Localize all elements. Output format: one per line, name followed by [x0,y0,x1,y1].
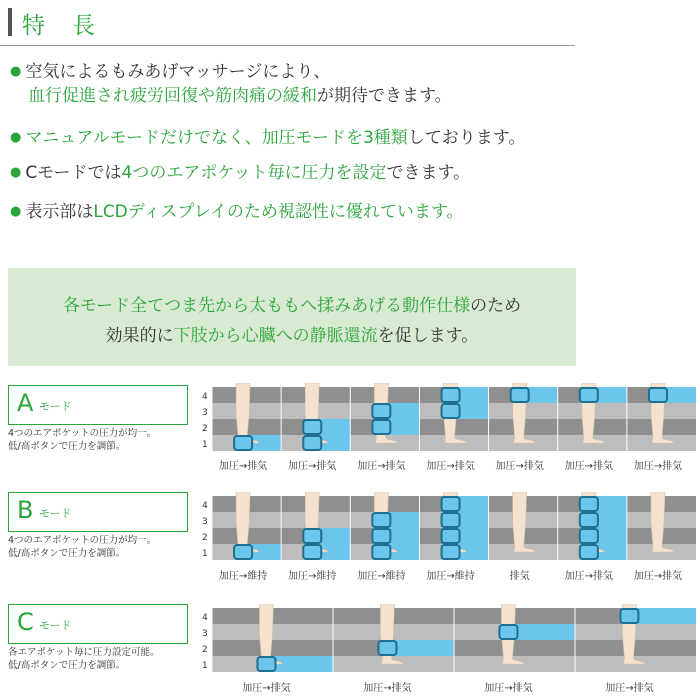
cuff-segment [442,545,460,559]
cuff-segment [580,545,598,559]
highlight-box [8,268,576,366]
header-accent-bar [8,8,12,36]
frame-caption: 加圧→排気 [633,461,683,472]
feature-3-seg-0: Cモードでは [25,163,122,183]
cuff-segment [580,529,598,543]
mode-a-label [8,385,188,425]
feature-1-l2-seg-0: 血行促進され疲労回復や筋肉痛の緩和 [28,86,317,106]
feature-2-seg-2: しております。 [407,128,526,148]
feature-2-seg-0: マニュアルモードだけでなく、 [25,128,262,148]
frame-caption: 加圧→維持 [426,571,475,582]
mode-word: モード [39,619,72,632]
frame-caption: 加圧→維持 [357,571,406,582]
cuff-segment [372,513,390,527]
frame-caption: 加圧→排気 [484,683,533,694]
mode-a-diagram [198,383,696,455]
bullet-icon: ● [10,64,22,79]
frame-caption: 加圧→排気 [495,461,544,472]
feature-item-2 [10,126,525,150]
description-line-1: 4つのエアポケットの圧力が均一。 [8,535,157,546]
mode-c-description [8,646,160,672]
mode-word: モード [39,400,72,413]
description-line-1: 4つのエアポケットの圧力が均一。 [8,428,157,439]
cuff-segment [442,513,460,527]
feature-4-seg-0: 表示部は [25,202,94,222]
mode-letter: B [17,496,34,524]
level-number: 3 [202,517,208,527]
cuff-segment [442,388,460,402]
level-number: 3 [202,408,208,418]
cuff-segment [378,641,396,655]
feature-3-seg-1: 4つのエアポケット毎に圧力を設定 [121,163,387,183]
frame-caption: 加圧→排気 [363,683,412,694]
feature-item-3 [10,161,470,185]
description-line-1: 各エアポケット毎に圧力設定可能。 [8,647,160,658]
frame-caption: 加圧→排気 [218,461,268,472]
cuff-segment [580,388,598,402]
level-number: 2 [202,645,208,655]
cuff-segment [234,545,252,559]
frame-caption: 加圧→排気 [242,683,291,694]
cuff-segment [372,404,390,418]
level-number: 4 [202,501,208,511]
cuff-segment [580,497,598,511]
cuff-segment [372,529,390,543]
frame-caption: 加圧→排気 [564,461,614,472]
cuff-segment [511,388,529,402]
frame-caption: 加圧→排気 [288,461,337,472]
mode-letter: A [17,389,34,417]
diagram-canvas [198,604,696,676]
frame-caption: 加圧→排気 [426,461,475,472]
cuff-segment [303,420,321,434]
cuff-segment [372,420,390,434]
mode-a-description [8,427,156,453]
feature-item-4 [10,200,464,224]
level-number: 1 [202,661,208,671]
level-number: 2 [202,424,208,434]
cuff-segment [499,625,517,639]
frame-caption: 加圧→維持 [218,571,268,582]
cuff-segment [234,436,252,450]
feature-4-seg-1: LCDディスプレイのため視認性に優れています。 [93,202,464,222]
level-number: 1 [202,440,208,450]
mode-c-captions [198,679,696,693]
cuff-segment [372,545,390,559]
diagram-canvas [198,383,696,455]
mode-c-diagram [198,604,696,676]
cuff-segment [620,609,638,623]
mode-letter: C [17,608,34,636]
feature-1-seg-0: 空気によるもみあげマッサージにより、 [25,62,331,82]
highlight-1-seg-1: のため [470,296,522,316]
highlight-line-2 [8,321,576,346]
frame-caption: 加圧→排気 [357,461,406,472]
section-header [0,0,575,46]
mode-b-label [8,492,188,532]
frame-caption: 加圧→排気 [564,571,614,582]
mode-c-label [8,604,188,644]
bullet-icon: ● [10,130,22,145]
mode-b-diagram [198,492,696,564]
description-line-2: 低/高ボタンで圧力を調節。 [8,441,126,452]
feature-2-seg-1: 加圧モードを3種類 [261,128,408,148]
feature-1-line-2 [10,84,452,108]
cuff-segment [257,657,275,671]
cuff-segment [580,513,598,527]
mode-word: モード [39,507,72,520]
cuff-segment [442,497,460,511]
diagram-canvas [198,492,696,564]
cuff-segment [649,388,667,402]
frame-caption: 加圧→維持 [288,571,337,582]
level-number: 4 [202,392,208,402]
bullet-icon: ● [10,204,22,219]
mode-a-captions [198,457,696,471]
bullet-icon: ● [10,165,22,180]
description-line-2: 低/高ボタンで圧力を調節。 [8,548,126,559]
highlight-line-1 [8,291,576,316]
frame-caption: 加圧→排気 [633,571,683,582]
feature-3-seg-2: できます。 [386,163,471,183]
cuff-segment [442,404,460,418]
feature-1-l2-seg-1: が期待できます。 [317,86,452,106]
level-number: 4 [202,613,208,623]
level-number: 3 [202,629,208,639]
cuff-segment [303,545,321,559]
cuff-segment [303,529,321,543]
level-number: 1 [202,549,208,559]
highlight-1-seg-0: 各モード全てつま先から太ももへ揉みあげる動作仕様 [62,296,471,316]
page-title: 特 長 [22,13,97,39]
cuff-segment [442,529,460,543]
frame-caption: 加圧→排気 [605,683,654,694]
highlight-2-seg-1: 下肢から心臓への静脈還流 [173,326,378,346]
cuff-segment [303,436,321,450]
mode-b-description [8,534,156,560]
mode-b-captions [198,567,696,581]
description-line-2: 低/高ボタンで圧力を調節。 [8,660,126,671]
frame-caption: 排気 [509,571,530,582]
highlight-2-seg-2: を促します。 [377,326,479,346]
level-number: 2 [202,533,208,543]
feature-item-1 [10,60,452,108]
highlight-2-seg-0: 効果的に [105,326,174,346]
